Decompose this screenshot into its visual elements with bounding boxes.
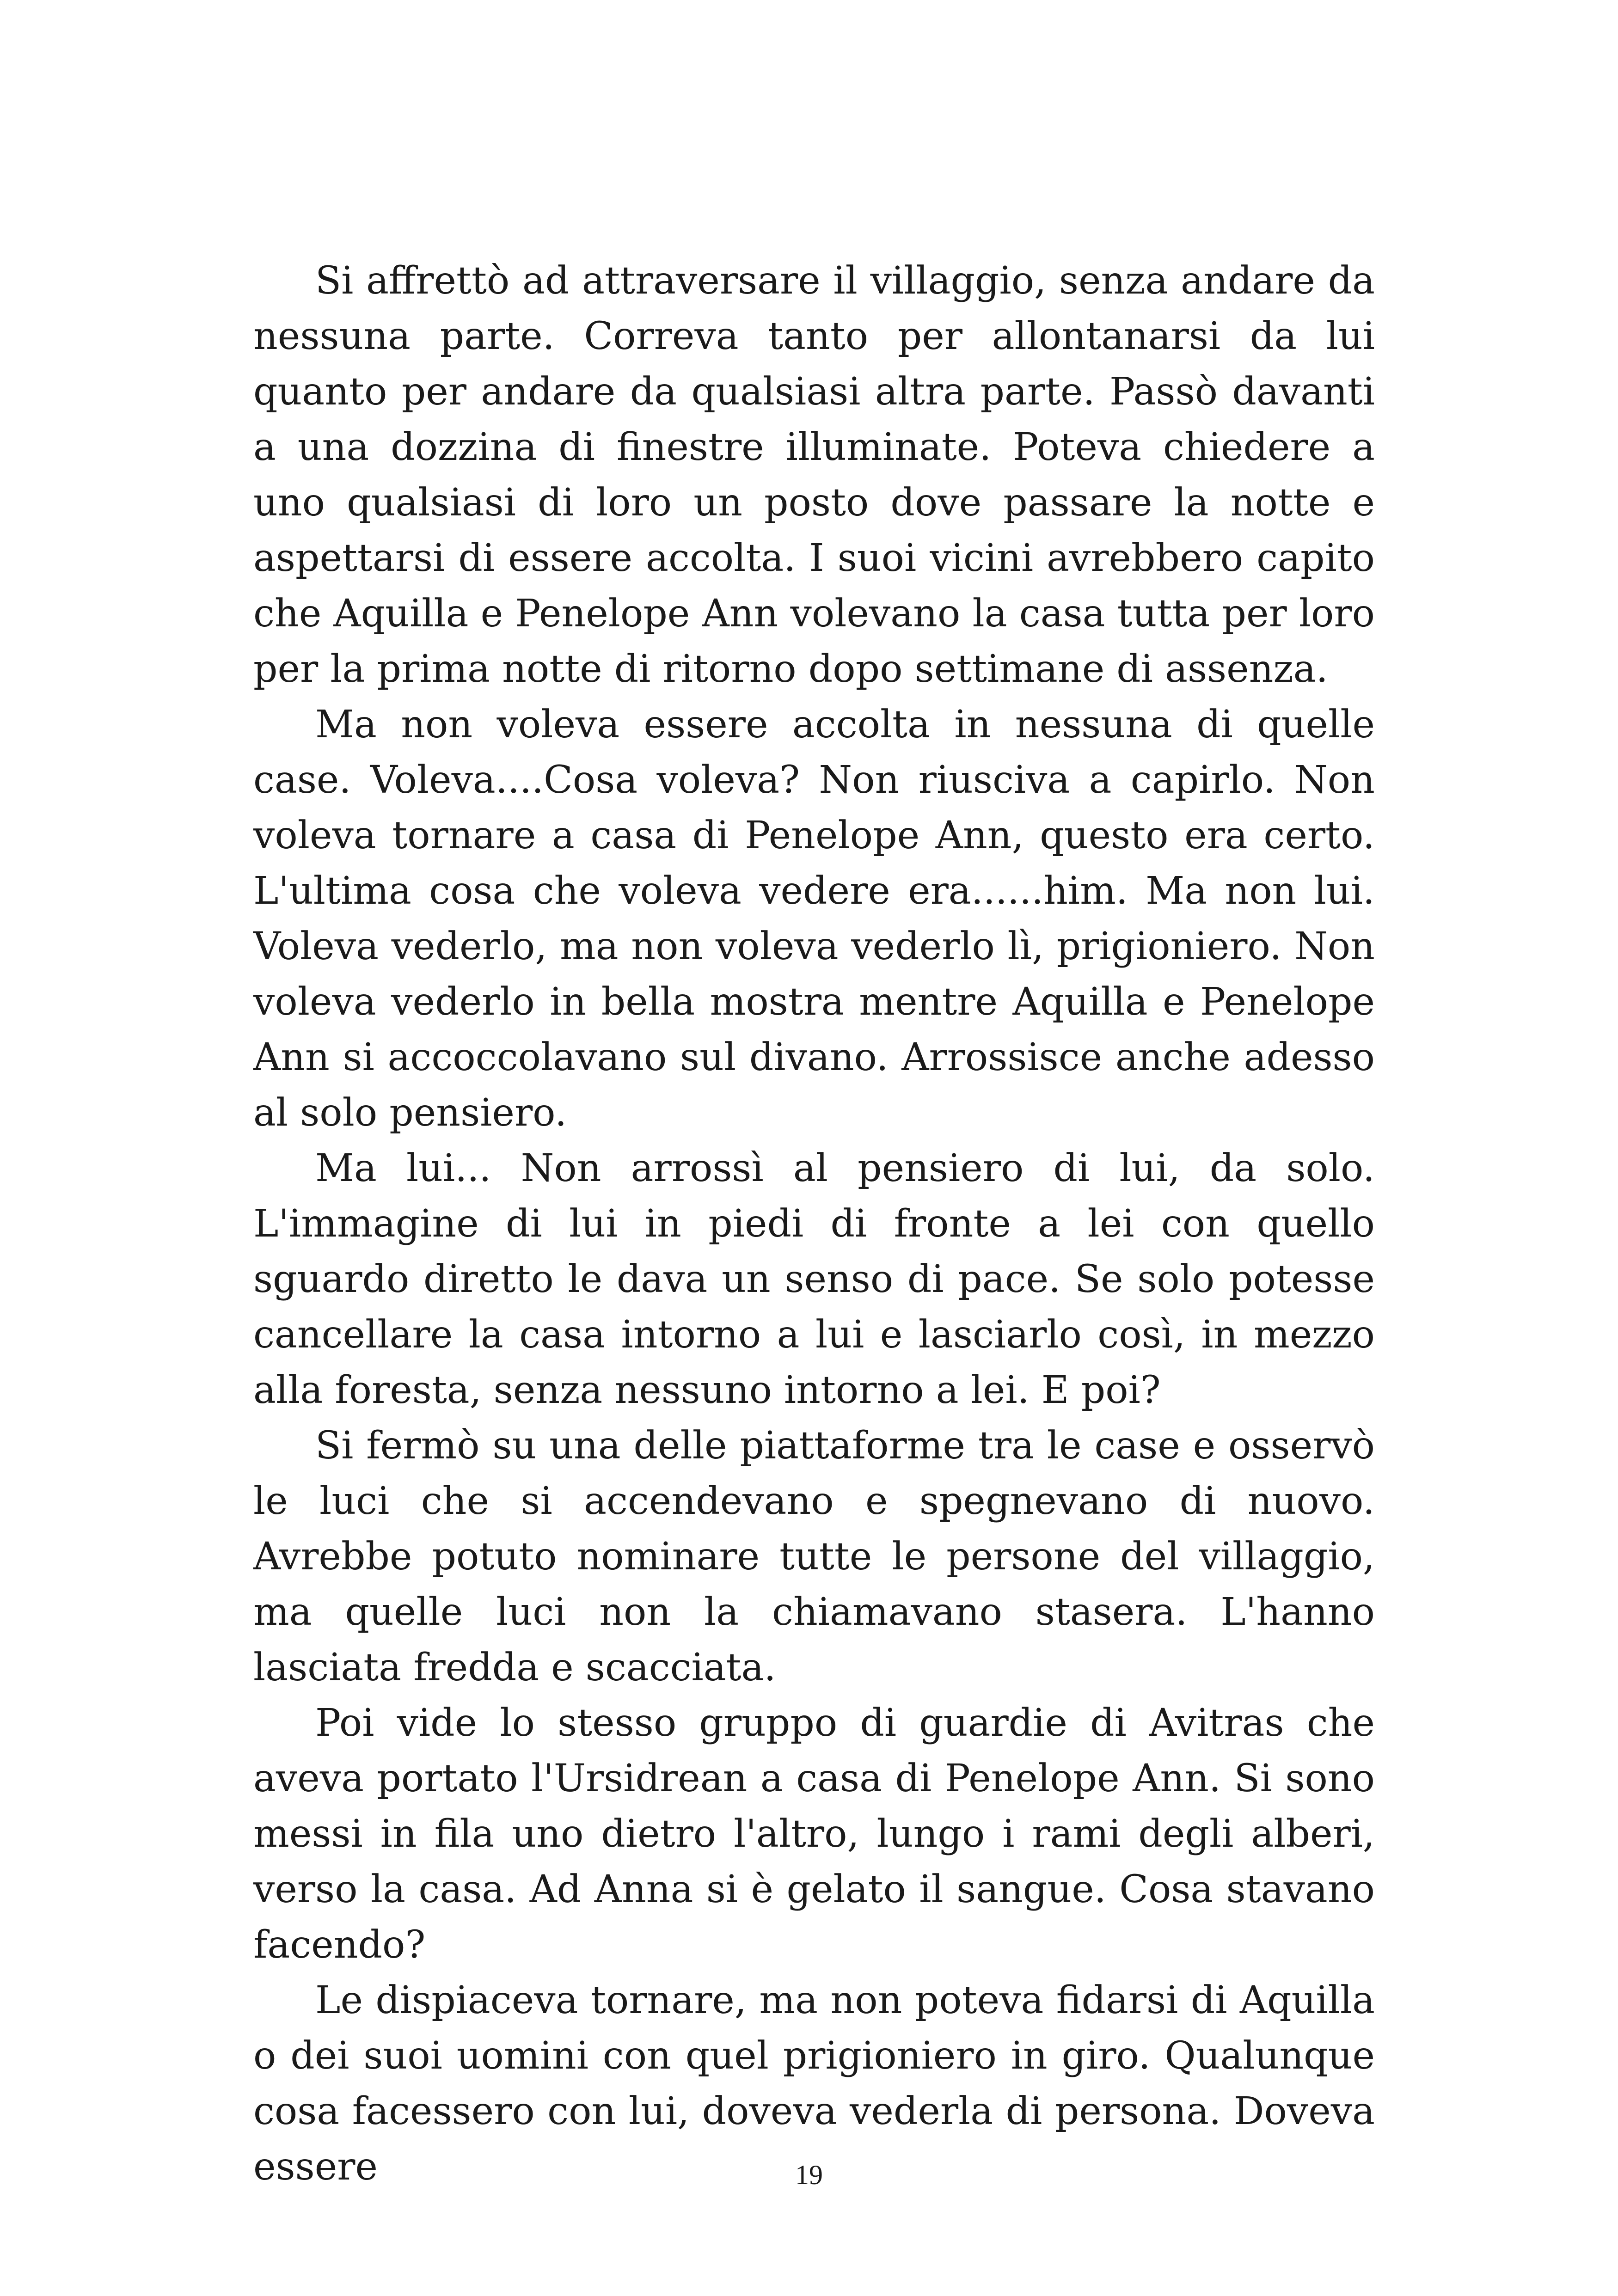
paragraph-5: Poi vide lo stesso gruppo di guardie di Avitras che aveva portato l'Ursidrean a casa di Penelope Ann. Si sono messi in fila uno dietro l'altro, lungo i rami degli alberi, verso la casa. Ad Anna si è gelato il sangue. Cosa stavano facendo? — [253, 1701, 1375, 1967]
paragraph-1: Si affrettò ad attraversare il villaggio, senza andare da nessuna parte. Correva tanto per allontanarsi da lui quanto per andare da qualsiasi altra parte. Passò davanti a una dozzina di finestre illuminate. Poteva chiedere a uno qualsiasi di loro un posto dove passare la notte e aspettarsi di essere accolta. I suoi vicini avrebbero capito che Aquilla e Penelope Ann volevano la casa tutta per loro per la prima notte di ritorno dopo settimane di assenza. — [253, 259, 1375, 691]
page-number: 19 — [795, 2160, 823, 2190]
paragraph-6: Le dispiaceva tornare, ma non poteva fidarsi di Aquilla o dei suoi uomini con quel prigioniero in giro. Qualunque cosa facessero con lui, doveva vederla di persona. Doveva essere — [253, 1978, 1375, 2189]
body-text — [253, 253, 1375, 2195]
paragraph-3: Ma lui... Non arrossì al pensiero di lui, da solo. L'immagine di lui in piedi di fronte a lei con quello sguardo diretto le dava un senso di pace. Se solo potesse cancellare la casa intorno a lui e lasciarlo così, in mezzo alla foresta, senza nessuno intorno a lei. E poi? — [253, 1146, 1375, 1412]
paragraph-2: Ma non voleva essere accolta in nessuna di quelle case. Voleva....Cosa voleva? Non riusciva a capirlo. Non voleva tornare a casa di Penelope Ann, questo era certo. L'ultima cosa che voleva vedere era......him. Ma non lui. Voleva vederlo, ma non voleva vederlo lì, prigioniero. Non voleva vederlo in bella mostra mentre Aquilla e Penelope Ann si accoccolavano sul divano. Arrossisce anche adesso al solo pensiero. — [253, 703, 1375, 1135]
paragraph-4: Si fermò su una delle piattaforme tra le case e osservò le luci che si accendevano e spegnevano di nuovo. Avrebbe potuto nominare tutte le persone del villaggio, ma quelle luci non la chiamavano stasera. L'hanno lasciata fredda e scacciata. — [253, 1424, 1375, 1690]
